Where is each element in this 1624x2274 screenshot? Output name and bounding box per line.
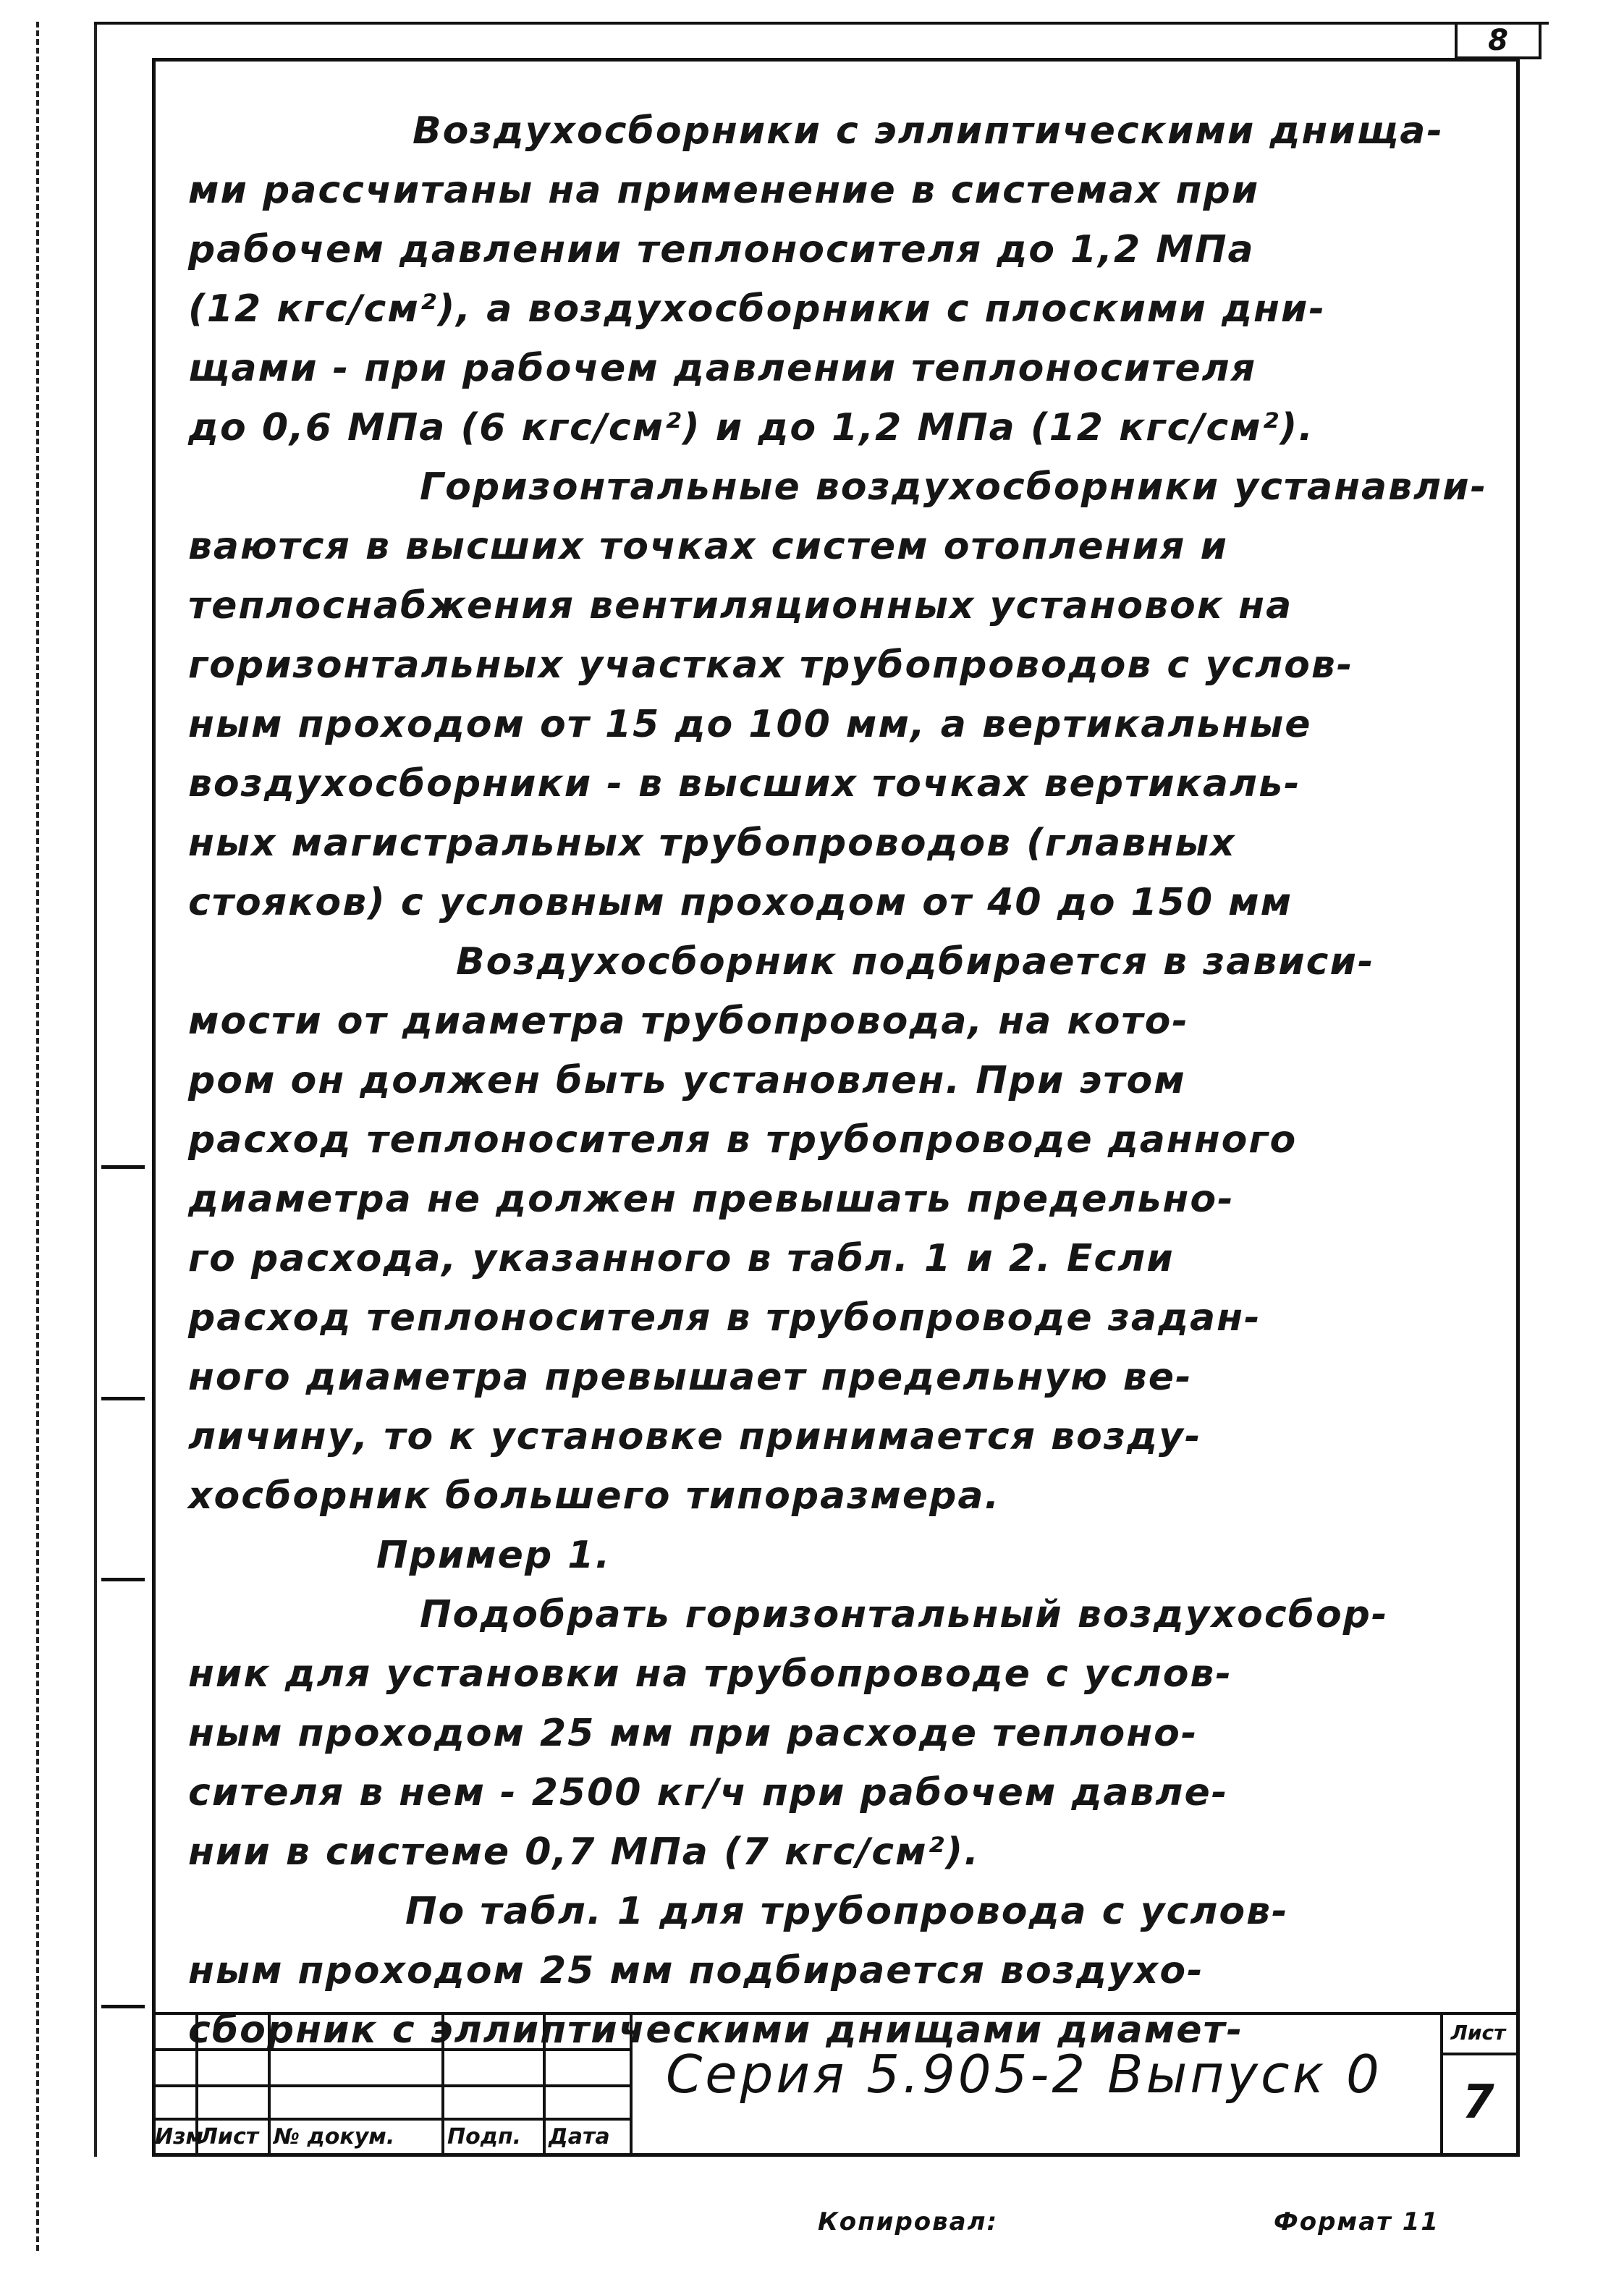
binding-dashed-line: [36, 22, 39, 2251]
text-line: Воздухосборник подбирается в зависи-: [456, 940, 1375, 984]
col-header-sheet: Лист: [200, 2124, 259, 2150]
text-line: расход теплоносителя в трубопроводе задан-: [188, 1296, 1261, 1340]
text-line: теплоснабжения вентиляционных установок на: [188, 584, 1293, 627]
title-block: [152, 2012, 1520, 2157]
col-header-doc-number: № докум.: [274, 2124, 395, 2150]
margin-tick: [101, 2005, 145, 2008]
sheet-number: 7: [1462, 2076, 1494, 2129]
sheet-corner-number: 8: [1455, 22, 1541, 59]
title-block-top-border: [152, 2012, 1520, 2015]
body-text: [188, 101, 1491, 2060]
footer-copied: Копировал:: [818, 2207, 999, 2236]
title-block-col-line: [630, 2012, 633, 2157]
title-block-col-line: [441, 2012, 444, 2157]
text-line: до 0,6 МПа (6 кгс/см²) и до 1,2 МПа (12 кгс/см²).: [188, 406, 1314, 449]
text-line: ного диаметра превышает предельную ве-: [188, 1356, 1193, 1399]
col-header-signature: Подп.: [447, 2124, 522, 2150]
text-line: (12 кгс/см²), а воздухосборники с плоскими дни-: [188, 287, 1326, 331]
text-line: ми рассчитаны на применение в системах при: [188, 169, 1260, 212]
text-line: диаметра не должен превышать предельно-: [188, 1178, 1235, 1221]
text-line: ным проходом от 15 до 100 мм, а вертикальные: [188, 703, 1312, 746]
text-line: расход теплоносителя в трубопроводе данного: [188, 1118, 1298, 1162]
text-line: хосборник большего типоразмера.: [188, 1474, 1001, 1518]
text-line: Подобрать горизонтальный воздухосбор-: [420, 1593, 1389, 1636]
text-line: личину, то к установке принимается возду-: [188, 1415, 1202, 1458]
text-line: ваются в высших точках систем отопления и: [188, 525, 1228, 568]
text-line: щами - при рабочем давлении теплоносителя: [188, 347, 1257, 390]
text-line: рабочем давлении теплоносителя до 1,2 МПа: [188, 228, 1255, 271]
series-title: Серия 5.905-2 Выпуск 0: [666, 2044, 1382, 2105]
sheet-label: Лист: [1450, 2021, 1506, 2045]
text-line: стояков) с условным проходом от 40 до 150 мм: [188, 881, 1293, 924]
title-block-col-line: [543, 2012, 546, 2157]
title-block-row-line: [152, 2084, 630, 2087]
col-header-change: Изм: [155, 2124, 204, 2150]
footer-format: Формат 11: [1274, 2207, 1440, 2236]
top-rule: [94, 22, 1549, 25]
col-header-date: Дата: [549, 2124, 610, 2150]
text-line: Горизонтальные воздухосборники устанавли-: [420, 465, 1488, 509]
text-line: го расхода, указанного в табл. 1 и 2. Если: [188, 1237, 1175, 1280]
text-line: ным проходом 25 мм при расходе теплоно-: [188, 1712, 1198, 1755]
text-line: мости от диаметра трубопровода, на кото-: [188, 999, 1189, 1043]
text-line: ным проходом 25 мм подбирается воздухо-: [188, 1949, 1204, 1992]
text-line: сителя в нем - 2500 кг/ч при рабочем давле-: [188, 1771, 1229, 1814]
text-line: ром он должен быть установлен. При этом: [188, 1059, 1186, 1102]
margin-tick: [101, 1165, 145, 1169]
text-line: Воздухосборники с эллиптическими днища-: [413, 109, 1444, 153]
text-line: нии в системе 0,7 МПа (7 кгс/см²).: [188, 1830, 980, 1874]
text-line: воздухосборники - в высших точках вертикаль-: [188, 762, 1301, 806]
text-line: По табл. 1 для трубопровода с услов-: [405, 1890, 1289, 1933]
title-block-col-line: [268, 2012, 271, 2157]
margin-tick: [101, 1397, 145, 1400]
text-line: сборник с эллиптическими днищами диамет-: [188, 2008, 1244, 2052]
title-block-row-line: [152, 2048, 630, 2051]
text-line: ник для установки на трубопроводе с услов-: [188, 1652, 1232, 1696]
example-heading: Пример 1.: [376, 1534, 612, 1577]
text-line: ных магистральных трубопроводов (главных: [188, 821, 1236, 865]
text-line: горизонтальных участках трубопроводов с услов-: [188, 643, 1354, 687]
margin-tick: [101, 1578, 145, 1581]
binding-solid-line: [94, 22, 97, 2157]
